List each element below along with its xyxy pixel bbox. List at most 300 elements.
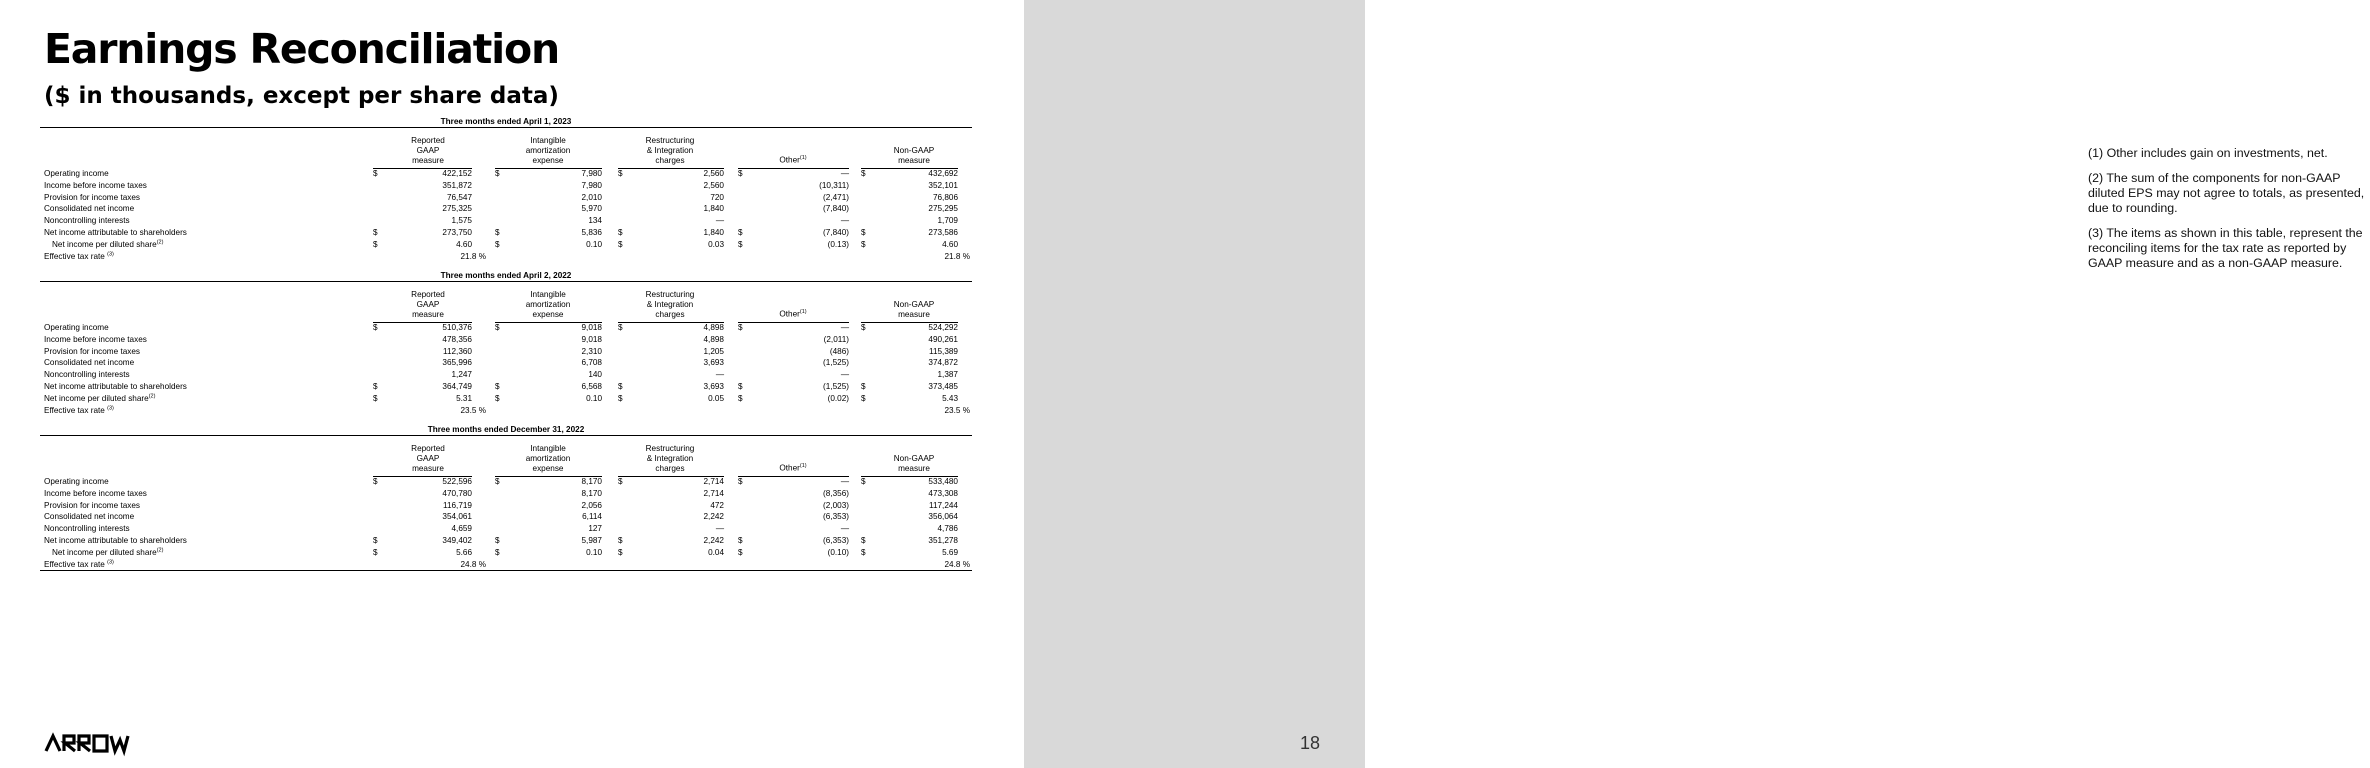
arrow-logo (44, 734, 130, 757)
column-header-line: Reported (411, 290, 445, 299)
row-label (44, 511, 134, 523)
table-row (40, 488, 972, 500)
cell-value: 273,586 (928, 227, 958, 237)
cell-value: 1,840 (703, 204, 724, 214)
row-label (44, 168, 109, 180)
column-header-line: charges (655, 464, 685, 473)
column-header-line: measure (898, 310, 930, 319)
table-row (40, 180, 972, 192)
cell-value: 6,114 (582, 512, 602, 522)
cell-value: 4,786 (937, 524, 958, 534)
currency-symbol: $ (373, 227, 378, 237)
currency-symbol: $ (495, 477, 500, 486)
row-label-text: Operating income (44, 323, 109, 332)
table-row (40, 369, 972, 381)
cell-value: 275,325 (442, 204, 472, 214)
table-section (40, 270, 972, 416)
footnote-1: (1) Other includes gain on investments, net. (2088, 146, 2328, 160)
cell-value: (0.02) (827, 393, 849, 403)
row-label (44, 180, 147, 192)
footnote-3: (3) The items as shown in this table, represent the reconciling items for the tax rate as reported by GAAP measure and as a non-GAAP measure. (2088, 226, 2363, 270)
currency-symbol: $ (861, 477, 866, 486)
currency-symbol: $ (861, 323, 866, 332)
column-header (864, 454, 964, 474)
column-header-line: Non-GAAP (893, 454, 935, 463)
cell-value: 422,152 (442, 169, 472, 178)
row-label-text: Net income attributable to shareholders (44, 535, 187, 545)
column-header-line: measure (412, 156, 444, 165)
cell-value: 127 (588, 524, 602, 534)
footnote-2: (2) The sum of the components for non-GAAP diluted EPS may not agree to totals, as presented, due to rounding. (2088, 171, 2365, 215)
row-label (44, 346, 140, 358)
cell-value: (10,311) (819, 180, 849, 190)
cell-value: 2,714 (703, 477, 724, 486)
currency-symbol: $ (738, 381, 743, 391)
cell-value: 7,980 (581, 169, 602, 178)
currency-symbol: $ (861, 381, 866, 391)
column-header-line: charges (655, 310, 685, 319)
column-header-row (40, 436, 972, 476)
row-label (44, 405, 114, 417)
cell-value: 1,709 (937, 216, 958, 226)
cell-value: 2,056 (581, 500, 602, 510)
table-row (40, 476, 972, 488)
row-label (44, 476, 109, 488)
row-label-text: Income before income taxes (44, 488, 147, 498)
row-label (44, 523, 130, 535)
column-header (378, 136, 478, 166)
column-header-line: measure (412, 464, 444, 473)
row-label-text: Consolidated net income (44, 512, 135, 522)
row-label-text: Effective tax rate (44, 251, 105, 261)
cell-value: (1,525) (823, 381, 849, 391)
row-label-text: Consolidated net income (44, 358, 135, 368)
table-section (40, 116, 972, 262)
tax-rate-non-gaap: 21.8 % (944, 251, 970, 261)
column-header-line: Restructuring (645, 444, 695, 453)
cell-value: 373,485 (928, 381, 958, 391)
row-label-text: Net income attributable to shareholders (44, 227, 187, 237)
footnotes (2088, 146, 2370, 281)
cell-value: 533,480 (928, 477, 958, 486)
column-header (378, 444, 478, 474)
row-label-text: Income before income taxes (44, 334, 147, 344)
table-row (40, 393, 972, 405)
row-label-text: Net income per diluted share (52, 239, 157, 249)
cell-value: 115,389 (929, 346, 958, 356)
cell-value: 354,061 (442, 512, 472, 522)
tax-rate-non-gaap: 24.8 % (944, 559, 970, 569)
column-header-line: Reported (411, 136, 445, 145)
table-row (40, 168, 972, 180)
cell-value: 5.66 (456, 547, 472, 557)
row-label (52, 239, 163, 251)
cell-value: 7,980 (581, 180, 602, 190)
row-label (44, 535, 187, 547)
cell-value: 510,376 (442, 323, 472, 332)
currency-symbol: $ (495, 239, 500, 249)
row-label-text: Provision for income taxes (44, 500, 141, 510)
row-label (44, 215, 130, 227)
notes-sidebar (1024, 0, 2365, 768)
cell-value: 2,714 (703, 488, 724, 498)
tax-rate-gaap: 23.5 % (460, 405, 486, 415)
cell-value: (7,840) (823, 227, 849, 237)
currency-symbol: $ (738, 547, 743, 557)
row-label (44, 192, 140, 204)
page-subtitle: ($ in thousands, except per share data) (44, 83, 559, 109)
cell-value: 356,064 (928, 512, 958, 522)
currency-symbol: $ (618, 393, 623, 403)
cell-value: — (840, 323, 849, 332)
column-header-line: amortization (525, 146, 571, 155)
cell-value: — (840, 524, 849, 534)
cell-value: — (715, 524, 724, 534)
table-row-tax-rate (40, 405, 972, 417)
row-label-text: Noncontrolling interests (44, 216, 130, 226)
currency-symbol: $ (738, 477, 743, 486)
currency-symbol: $ (373, 393, 378, 403)
cell-value: 720 (710, 192, 724, 202)
cell-value: (0.10) (827, 547, 849, 557)
cell-value: 4,659 (451, 524, 472, 534)
page-number: 18 (1300, 733, 1321, 753)
column-header (864, 300, 964, 320)
table-row (40, 381, 972, 393)
cell-value: — (840, 370, 849, 380)
column-header-line: GAAP (416, 300, 440, 309)
currency-symbol: $ (861, 239, 866, 249)
cell-value: 0.05 (708, 393, 724, 403)
currency-symbol: $ (495, 227, 500, 237)
tax-rate-non-gaap: 23.5 % (944, 405, 970, 415)
cell-value: — (840, 216, 849, 226)
row-label-text: Noncontrolling interests (44, 524, 130, 534)
row-label (44, 334, 147, 346)
currency-symbol: $ (861, 227, 866, 237)
cell-value: (1,525) (823, 358, 849, 368)
row-footnote: (3) (107, 558, 114, 565)
row-label-text: Net income per diluted share (52, 547, 157, 557)
column-header-line: Intangible (530, 290, 566, 299)
cell-value: (2,011) (823, 334, 849, 344)
column-header-row (40, 128, 972, 168)
column-header-line: & Integration (646, 454, 694, 463)
arrow-logo-mark (44, 734, 130, 752)
cell-value: 472 (710, 500, 724, 510)
row-label (44, 322, 109, 334)
cell-value: 524,292 (928, 323, 958, 332)
column-header (620, 444, 720, 474)
cell-value: 140 (588, 370, 602, 380)
row-label-text: Effective tax rate (44, 405, 105, 415)
cell-value: 112,360 (443, 346, 472, 356)
cell-value: (0.13) (827, 239, 849, 249)
currency-symbol: $ (618, 169, 623, 178)
cell-value: 2,310 (581, 346, 602, 356)
column-header-row (40, 282, 972, 322)
table-row (40, 334, 972, 346)
table-row-tax-rate (40, 251, 972, 263)
row-label (44, 369, 130, 381)
cell-value: 273,750 (442, 227, 472, 237)
cell-value: 9,018 (581, 334, 602, 344)
cell-value: 5.69 (942, 547, 958, 557)
cell-value: 5,836 (581, 227, 602, 237)
currency-symbol: $ (618, 239, 623, 249)
row-label-text: Consolidated net income (44, 204, 135, 214)
table-row (40, 357, 972, 369)
cell-value: 478,356 (442, 334, 472, 344)
cell-value: 4,898 (703, 334, 724, 344)
currency-symbol: $ (495, 535, 500, 545)
table-row (40, 239, 972, 251)
cell-value: 6,568 (581, 381, 602, 391)
table-row (40, 192, 972, 204)
cell-value: 4.60 (456, 239, 472, 249)
cell-value: 0.04 (708, 547, 724, 557)
row-label (44, 381, 187, 393)
row-label-text: Provision for income taxes (44, 346, 141, 356)
column-header-line: amortization (525, 454, 571, 463)
cell-value: 3,693 (703, 381, 724, 391)
currency-symbol: $ (618, 547, 623, 557)
row-label-text: Operating income (44, 477, 109, 486)
table-row (40, 346, 972, 358)
cell-value: 1,205 (703, 346, 724, 356)
currency-symbol: $ (495, 547, 500, 557)
column-header-line: measure (412, 310, 444, 319)
cell-value: 352,101 (928, 180, 958, 190)
cell-value: 432,692 (928, 169, 958, 178)
row-label (44, 488, 147, 500)
column-header (743, 461, 843, 474)
column-header-line: charges (655, 156, 685, 165)
currency-symbol: $ (618, 535, 623, 545)
row-label (52, 547, 163, 559)
cell-value: 0.03 (708, 239, 724, 249)
currency-symbol: $ (373, 381, 378, 391)
column-header-line: expense (532, 464, 564, 473)
column-header (498, 290, 598, 320)
column-header-footnote: (1) (799, 155, 807, 162)
currency-symbol: $ (618, 227, 623, 237)
column-header-line: Intangible (530, 444, 566, 453)
row-label-text: Net income attributable to shareholders (44, 381, 187, 391)
row-label (44, 227, 187, 239)
cell-value: 8,170 (581, 488, 602, 498)
tax-rate-gaap: 24.8 % (460, 559, 486, 569)
currency-symbol: $ (618, 323, 623, 332)
section-title: Three months ended April 2, 2022 (40, 270, 972, 282)
section-title: Three months ended April 1, 2023 (40, 116, 972, 128)
cell-value: (6,353) (823, 512, 849, 522)
table-row-tax-rate (40, 559, 972, 572)
row-label (44, 559, 114, 571)
row-label (44, 203, 134, 215)
cell-value: 76,547 (446, 192, 472, 202)
row-label (44, 251, 114, 263)
currency-symbol: $ (861, 393, 866, 403)
column-header-line: Restructuring (645, 136, 695, 145)
column-header-line: measure (898, 156, 930, 165)
currency-symbol: $ (738, 323, 743, 332)
column-header-line: Other (779, 156, 800, 165)
cell-value: 5,987 (581, 535, 602, 545)
column-header (498, 444, 598, 474)
column-header-line: GAAP (416, 454, 440, 463)
cell-value: 2,560 (703, 169, 724, 178)
cell-value: 473,308 (928, 488, 958, 498)
currency-symbol: $ (738, 393, 743, 403)
cell-value: 5.31 (456, 393, 472, 403)
page-title: Earnings Reconciliation (44, 25, 559, 73)
row-label-text: Effective tax rate (44, 559, 105, 569)
row-label-text: Income before income taxes (44, 180, 147, 190)
currency-symbol: $ (495, 169, 500, 178)
table-row (40, 215, 972, 227)
column-header-line: expense (532, 156, 564, 165)
column-header (743, 153, 843, 166)
cell-value: 364,749 (442, 381, 472, 391)
currency-symbol: $ (618, 381, 623, 391)
table-row (40, 547, 972, 559)
cell-value: 6,708 (581, 358, 602, 368)
row-footnote: (2) (156, 239, 164, 246)
currency-symbol: $ (373, 239, 378, 249)
cell-value: 5.43 (942, 393, 958, 403)
column-header (620, 136, 720, 166)
column-header-line: Reported (411, 444, 445, 453)
currency-symbol: $ (373, 547, 378, 557)
cell-value: — (715, 216, 724, 226)
currency-symbol: $ (373, 323, 378, 332)
row-label-text: Operating income (44, 169, 109, 178)
table-row (40, 227, 972, 239)
currency-symbol: $ (738, 227, 743, 237)
cell-value: 9,018 (581, 323, 602, 332)
row-label (44, 357, 134, 369)
column-header-line: & Integration (646, 146, 694, 155)
cell-value: 365,996 (442, 358, 472, 368)
currency-symbol: $ (618, 477, 623, 486)
cell-value: (486) (829, 346, 849, 356)
table-row (40, 500, 972, 512)
table-row (40, 511, 972, 523)
cell-value: 2,242 (703, 512, 724, 522)
table-row (40, 203, 972, 215)
cell-value: — (840, 169, 849, 178)
column-header-line: Non-GAAP (893, 300, 935, 309)
cell-value: 275,295 (928, 204, 958, 214)
cell-value: 1,387 (937, 370, 958, 380)
table-row (40, 535, 972, 547)
currency-symbol: $ (373, 535, 378, 545)
cell-value: (2,003) (823, 500, 849, 510)
cell-value: (8,356) (823, 488, 849, 498)
cell-value: 1,247 (451, 370, 472, 380)
cell-value: 5,970 (581, 204, 602, 214)
row-footnote: (2) (148, 393, 156, 400)
cell-value: 8,170 (581, 477, 602, 486)
cell-value: 0.10 (586, 393, 602, 403)
cell-value: (7,840) (823, 204, 849, 214)
cell-value: 470,780 (442, 488, 472, 498)
column-header-line: amortization (525, 300, 571, 309)
cell-value: 134 (588, 216, 602, 226)
currency-symbol: $ (738, 535, 743, 545)
column-header-line: GAAP (416, 146, 440, 155)
cell-value: 2,010 (581, 192, 602, 202)
currency-symbol: $ (495, 381, 500, 391)
table-section (40, 424, 972, 571)
column-header-footnote: (1) (799, 309, 807, 316)
cell-value: (6,353) (823, 535, 849, 545)
cell-value: 1,575 (451, 216, 472, 226)
currency-symbol: $ (373, 169, 378, 178)
row-label (44, 393, 155, 405)
column-header (743, 307, 843, 320)
cell-value: 522,596 (442, 477, 472, 486)
cell-value: 76,806 (932, 192, 958, 202)
column-header (620, 290, 720, 320)
column-header-line: measure (898, 464, 930, 473)
column-header-line: Intangible (530, 136, 566, 145)
row-footnote: (3) (107, 404, 114, 411)
column-header-line: Restructuring (645, 290, 695, 299)
table-row (40, 322, 972, 334)
cell-value: 1,840 (703, 227, 724, 237)
section-title: Three months ended December 31, 2022 (40, 424, 972, 436)
currency-symbol: $ (738, 169, 743, 178)
column-header (378, 290, 478, 320)
row-label-text: Noncontrolling interests (44, 370, 130, 380)
cell-value: 3,693 (703, 358, 724, 368)
cell-value: 117,244 (929, 500, 958, 510)
column-header-line: & Integration (646, 300, 694, 309)
currency-symbol: $ (738, 239, 743, 249)
tax-rate-gaap: 21.8 % (460, 251, 486, 261)
column-header-line: Other (779, 310, 800, 319)
currency-symbol: $ (861, 169, 866, 178)
cell-value: 351,872 (442, 180, 472, 190)
row-label-text: Provision for income taxes (44, 192, 141, 202)
cell-value: 2,242 (703, 535, 724, 545)
cell-value: 490,261 (928, 334, 958, 344)
cell-value: 374,872 (928, 358, 958, 368)
currency-symbol: $ (373, 477, 378, 486)
cell-value: 349,402 (442, 535, 472, 545)
currency-symbol: $ (861, 547, 866, 557)
cell-value: 0.10 (586, 239, 602, 249)
column-header-line: Non-GAAP (893, 146, 935, 155)
table-row (40, 523, 972, 535)
cell-value: 2,560 (703, 180, 724, 190)
currency-symbol: $ (495, 393, 500, 403)
row-footnote: (3) (107, 250, 114, 257)
row-label-text: Net income per diluted share (44, 393, 149, 403)
cell-value: 351,278 (928, 535, 958, 545)
column-header-line: expense (532, 310, 564, 319)
cell-value: 0.10 (586, 547, 602, 557)
column-header (498, 136, 598, 166)
row-footnote: (2) (156, 547, 164, 554)
cell-value: — (840, 477, 849, 486)
cell-value: 4.60 (942, 239, 958, 249)
column-header (864, 146, 964, 166)
cell-value: 4,898 (703, 323, 724, 332)
cell-value: 116,719 (443, 500, 472, 510)
